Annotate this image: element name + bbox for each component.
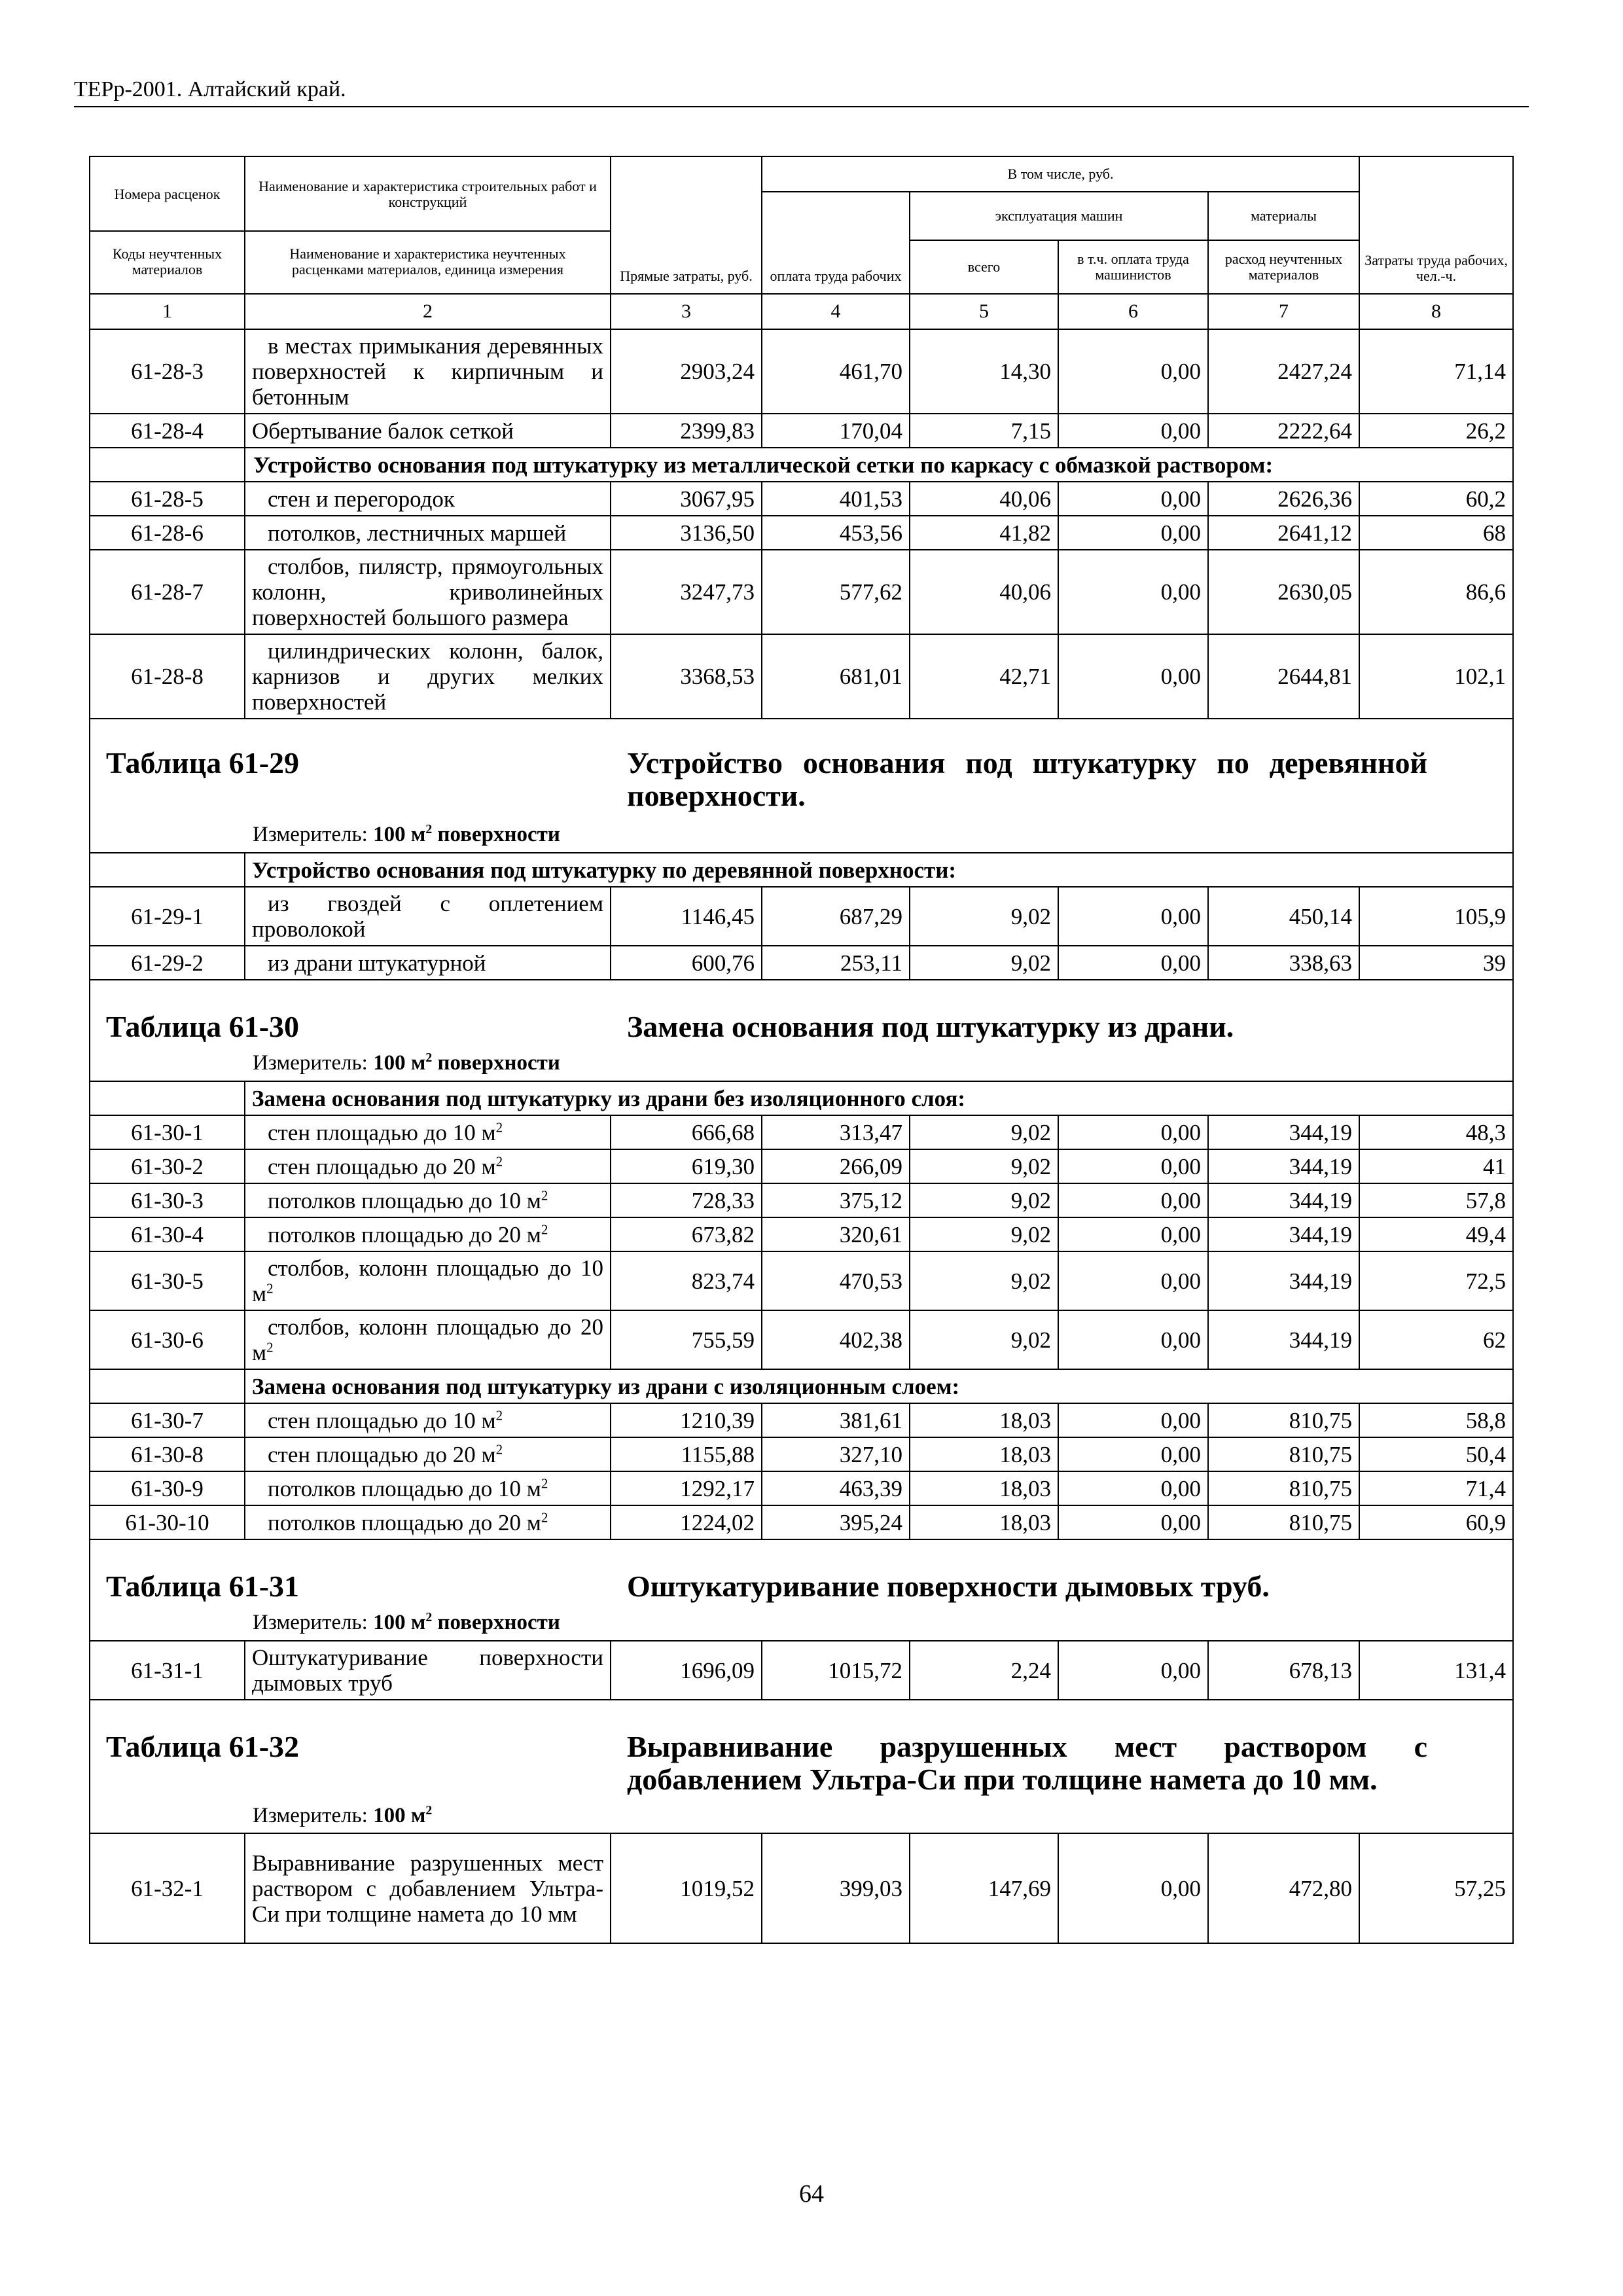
materials-cost: 2427,24 [1208,329,1359,414]
measure-label: Измеритель: [253,823,368,846]
rate-name: потолков площадью до 10 $м^2$ [245,1183,611,1217]
measure-suffix: поверхности [437,1611,560,1634]
machinist-pay: 0,00 [1058,1149,1208,1183]
direct-cost: 1146,45 [611,887,762,946]
head-materials: материалы [1208,192,1359,240]
machinist-pay: 0,00 [1058,1115,1208,1149]
machinist-pay: 0,00 [1058,1310,1208,1369]
rate-code: 61-28-6 [90,516,245,550]
labor-hours: 39 [1359,946,1513,980]
worker-pay: 313,47 [762,1115,910,1149]
head-material-name: Наименование и характеристика неучтенных расценками материалов, единица измерения [289,245,566,278]
direct-cost: 1155,88 [611,1437,762,1471]
labor-hours: 71,14 [1359,329,1513,414]
rates-table [89,156,1514,1944]
head-rate-numbers: Номера расценок [90,158,244,232]
materials-cost: 2644,81 [1208,634,1359,719]
labor-hours: 49,4 [1359,1217,1513,1251]
labor-hours: 105,9 [1359,887,1513,946]
rate-name-text: столбов, колонн площадью до 10 м [252,1255,603,1306]
machines-total: 9,02 [910,1217,1058,1251]
col-num: 7 [1208,294,1359,329]
head-machines-total: всего [910,240,1058,294]
table-row [90,516,1513,550]
machines-total: 18,03 [910,1437,1058,1471]
rate-name-text: стен площадью до 20 м [268,1153,496,1179]
section-subtitle: Замена основания под штукатурку из драни с изоляционным слоем: [245,1369,1513,1403]
labor-hours: 26,2 [1359,414,1513,448]
rate-name: стен площадью до 10 $м^2$ [245,1115,611,1149]
rate-name-text: стен площадью до 20 м [268,1441,496,1467]
head-labor-costs: Затраты труда рабочих, чел.-ч. [1359,156,1513,294]
section-row [90,448,1513,482]
page-header: ТЕРр-2001. Алтайский край. [74,77,346,101]
materials-cost: 344,19 [1208,1310,1359,1369]
machines-total: 14,30 [910,329,1058,414]
rate-code: 61-30-8 [90,1437,245,1471]
direct-cost: 666,68 [611,1115,762,1149]
table-number: Таблица 61-30 [106,1010,300,1043]
rate-code: 61-31-1 [90,1641,245,1700]
worker-pay: 687,29 [762,887,910,946]
worker-pay: 470,53 [762,1251,910,1310]
table-row [90,329,1513,414]
labor-hours: 131,4 [1359,1641,1513,1700]
worker-pay: 395,24 [762,1505,910,1539]
machinist-pay: 0,00 [1058,1505,1208,1539]
machinist-pay: 0,00 [1058,946,1208,980]
table-block-61-32 [90,1700,1513,1833]
table-number: Таблица 61-31 [106,1570,300,1603]
rate-name: потолков площадью до 20 $м^2$ [245,1217,611,1251]
head-material-use: расход неучтенных материалов [1208,240,1359,294]
rate-code: 61-30-10 [90,1505,245,1539]
direct-cost: 2903,24 [611,329,762,414]
machines-total: 9,02 [910,887,1058,946]
rate-code: 61-28-4 [90,414,245,448]
direct-cost: 3067,95 [611,482,762,516]
rate-name: Оштукатуривание поверхности дымовых труб [245,1641,611,1700]
rate-name: из драни штукатурной [245,946,611,980]
rate-name: стен площадью до 10 $м^2$ [245,1403,611,1437]
section-row [90,853,1513,887]
measure-value: 100 м [373,1611,426,1634]
machinist-pay: 0,00 [1058,1251,1208,1310]
direct-cost: 1019,52 [611,1833,762,1943]
rate-name: цилиндрических колонн, балок, карнизов и других мелких поверхностей [245,634,611,719]
table-row [90,1471,1513,1505]
machinist-pay: 0,00 [1058,482,1208,516]
rate-code: 61-30-7 [90,1403,245,1437]
col-num: 6 [1058,294,1208,329]
materials-cost: 810,75 [1208,1403,1359,1437]
materials-cost: 344,19 [1208,1115,1359,1149]
machines-total: 40,06 [910,550,1058,634]
materials-cost: 810,75 [1208,1471,1359,1505]
rate-code: 61-28-8 [90,634,245,719]
table-row [90,550,1513,634]
table-number: Таблица 61-29 [106,746,300,780]
materials-cost: 344,19 [1208,1183,1359,1217]
direct-cost: 1292,17 [611,1471,762,1505]
materials-cost: 678,13 [1208,1641,1359,1700]
direct-cost: 673,82 [611,1217,762,1251]
head-machinist-pay: в т.ч. оплата труда машинистов [1058,240,1208,294]
worker-pay: 253,11 [762,946,910,980]
direct-cost: 728,33 [611,1183,762,1217]
worker-pay: 381,61 [762,1403,910,1437]
materials-cost: 2630,05 [1208,550,1359,634]
column-numbers-row [90,294,1513,329]
labor-hours: 72,5 [1359,1251,1513,1310]
head-machines: эксплуатация машин [910,192,1208,240]
measure-value: 100 м [373,1051,426,1075]
table-block-61-29 [90,719,1513,853]
measure-suffix: поверхности [437,823,560,846]
rate-name: столбов, колонн площадью до 20 $м^2$ [245,1310,611,1369]
worker-pay: 402,38 [762,1310,910,1369]
measure-value: 100 м [373,1804,426,1827]
rate-name: потолков, лестничных маршей [245,516,611,550]
worker-pay: 1015,72 [762,1641,910,1700]
rate-code: 61-30-6 [90,1310,245,1369]
rate-name-text: потолков площадью до 10 м [268,1475,541,1501]
rate-name: стен площадью до 20 $м^2$ [245,1437,611,1471]
measure-label: Измеритель: [253,1804,368,1827]
materials-cost: 344,19 [1208,1251,1359,1310]
labor-hours: 60,2 [1359,482,1513,516]
direct-cost: 3136,50 [611,516,762,550]
col-num: 8 [1359,294,1513,329]
direct-cost: 1696,09 [611,1641,762,1700]
table-measure: Измеритель: 100 $м^2$ [253,1803,433,1827]
worker-pay: 266,09 [762,1149,910,1183]
labor-hours: 60,9 [1359,1505,1513,1539]
table-measure: Измеритель: 100 $м^2$ поверхности [253,1610,560,1634]
table-row [90,1437,1513,1471]
materials-cost: 338,63 [1208,946,1359,980]
rate-name: потолков площадью до 10 $м^2$ [245,1471,611,1505]
table-row [90,1641,1513,1700]
measure-suffix: поверхности [437,1051,560,1075]
machines-total: 9,02 [910,1149,1058,1183]
header-rule [74,106,1529,107]
materials-cost: 2641,12 [1208,516,1359,550]
table-title: Замена основания под штукатурку из драни. [627,1010,1234,1043]
worker-pay: 577,62 [762,550,910,634]
machines-total: 9,02 [910,946,1058,980]
rate-name-text: потолков площадью до 20 м [268,1221,541,1247]
table-row [90,482,1513,516]
materials-cost: 2626,36 [1208,482,1359,516]
table-number: Таблица 61-32 [106,1730,300,1763]
rate-name: Выравнивание разрушенных мест раствором с добавлением Ультра-Си при толщине намета до 10 мм [245,1833,611,1943]
machinist-pay: 0,00 [1058,516,1208,550]
materials-cost: 450,14 [1208,887,1359,946]
col-num: 3 [611,294,762,329]
worker-pay: 320,61 [762,1217,910,1251]
machines-total: 7,15 [910,414,1058,448]
table-block-61-30 [90,980,1513,1081]
materials-cost: 472,80 [1208,1833,1359,1943]
head-work-name: Наименование и характеристика строительных работ и конструкций [245,158,610,232]
labor-hours: 57,8 [1359,1183,1513,1217]
rate-code: 61-28-7 [90,550,245,634]
head-codes [90,156,245,294]
rate-name-text: потолков площадью до 20 м [268,1509,541,1535]
table-row [90,1251,1513,1310]
materials-cost: 2222,64 [1208,414,1359,448]
machines-total: 18,03 [910,1471,1058,1505]
machines-total: 42,71 [910,634,1058,719]
rate-code: 61-30-5 [90,1251,245,1310]
machines-total: 18,03 [910,1403,1058,1437]
measure-label: Измеритель: [253,1051,368,1075]
table-title: Устройство основания под штукатурку по деревянной поверхности. [627,746,1428,812]
direct-cost: 619,30 [611,1149,762,1183]
table-row [90,1403,1513,1437]
machines-total: 40,06 [910,482,1058,516]
rate-code: 61-30-4 [90,1217,245,1251]
machines-total: 41,82 [910,516,1058,550]
rate-code: 61-29-2 [90,946,245,980]
rate-name: в местах примыкания деревянных поверхностей к кирпичным и бетонным [245,329,611,414]
machines-total: 9,02 [910,1251,1058,1310]
table-measure: Измеритель: 100 $м^2$ поверхности [253,1050,560,1075]
table-row [90,1217,1513,1251]
worker-pay: 375,12 [762,1183,910,1217]
rate-name: стен и перегородок [245,482,611,516]
labor-hours: 41 [1359,1149,1513,1183]
direct-cost: 600,76 [611,946,762,980]
labor-hours: 62 [1359,1310,1513,1369]
table-row [90,1310,1513,1369]
labor-hours: 50,4 [1359,1437,1513,1471]
machinist-pay: 0,00 [1058,1833,1208,1943]
head-material-codes: Коды неучтенных материалов [112,245,223,278]
rate-code: 61-32-1 [90,1833,245,1943]
machinist-pay: 0,00 [1058,414,1208,448]
rate-name: столбов, колонн площадью до 10 $м^2$ [245,1251,611,1310]
direct-cost: 823,74 [611,1251,762,1310]
machinist-pay: 0,00 [1058,329,1208,414]
worker-pay: 453,56 [762,516,910,550]
col-num: 4 [762,294,910,329]
worker-pay: 463,39 [762,1471,910,1505]
rate-name: стен площадью до 20 $м^2$ [245,1149,611,1183]
table-title: Выравнивание разрушенных мест раствором с добавлением Ультра-Си при толщине намета до 10 мм. [627,1730,1428,1796]
col-num: 1 [90,294,245,329]
materials-cost: 344,19 [1208,1149,1359,1183]
rate-name: Обертывание балок сеткой [245,414,611,448]
machines-total: 2,24 [910,1641,1058,1700]
page-number: 64 [799,2180,824,2208]
machinist-pay: 0,00 [1058,1471,1208,1505]
measure-value: 100 м [373,823,426,846]
section-subtitle: Замена основания под штукатурку из драни без изоляционного слоя: [245,1081,1513,1115]
section-row [90,1081,1513,1115]
rate-name: из гвоздей с оплетением проволокой [245,887,611,946]
table-row [90,1115,1513,1149]
table-block-61-31 [90,1539,1513,1641]
labor-hours: 57,25 [1359,1833,1513,1943]
worker-pay: 461,70 [762,329,910,414]
rate-code: 61-28-5 [90,482,245,516]
worker-pay: 170,04 [762,414,910,448]
rate-name-text: потолков площадью до 10 м [268,1187,541,1213]
materials-cost: 810,75 [1208,1505,1359,1539]
head-worker-pay: оплата труда рабочих [762,192,910,294]
labor-hours: 86,6 [1359,550,1513,634]
rate-code: 61-28-3 [90,329,245,414]
measure-label: Измеритель: [253,1611,368,1634]
direct-cost: 3368,53 [611,634,762,719]
table-row [90,634,1513,719]
direct-cost: 2399,83 [611,414,762,448]
table-row [90,1505,1513,1539]
head-names [245,156,611,294]
table-row [90,1183,1513,1217]
rate-name-text: стен площадью до 10 м [268,1407,496,1433]
col-num: 5 [910,294,1058,329]
col-num: 2 [245,294,611,329]
section-subtitle: Устройство основания под штукатурку по деревянной поверхности: [245,853,1513,887]
labor-hours: 102,1 [1359,634,1513,719]
worker-pay: 399,03 [762,1833,910,1943]
head-group: В том числе, руб. [762,156,1359,192]
rate-code: 61-29-1 [90,887,245,946]
labor-hours: 68 [1359,516,1513,550]
rate-name: столбов, пилястр, прямоугольных колонн, криволинейных поверхностей большого размера [245,550,611,634]
rate-code: 61-30-2 [90,1149,245,1183]
rate-code: 61-30-1 [90,1115,245,1149]
machines-total: 9,02 [910,1183,1058,1217]
table-measure: Измеритель: 100 $м^2$ поверхности [253,822,560,846]
table-row [90,414,1513,448]
machinist-pay: 0,00 [1058,1403,1208,1437]
labor-hours: 71,4 [1359,1471,1513,1505]
worker-pay: 401,53 [762,482,910,516]
rate-name-text: стен площадью до 10 м [268,1119,496,1145]
materials-cost: 810,75 [1208,1437,1359,1471]
machinist-pay: 0,00 [1058,1437,1208,1471]
machinist-pay: 0,00 [1058,1183,1208,1217]
machinist-pay: 0,00 [1058,1217,1208,1251]
machinist-pay: 0,00 [1058,887,1208,946]
machines-total: 9,02 [910,1115,1058,1149]
section-row [90,1369,1513,1403]
direct-cost: 1224,02 [611,1505,762,1539]
table-title: Оштукатуривание поверхности дымовых труб. [627,1570,1270,1603]
machinist-pay: 0,00 [1058,1641,1208,1700]
direct-cost: 1210,39 [611,1403,762,1437]
machinist-pay: 0,00 [1058,634,1208,719]
rate-name-text: столбов, колонн площадью до 20 м [252,1314,603,1365]
head-direct-costs: Прямые затраты, руб. [611,156,762,294]
machines-total: 9,02 [910,1310,1058,1369]
rate-name: потолков площадью до 20 $м^2$ [245,1505,611,1539]
table-row [90,946,1513,980]
worker-pay: 327,10 [762,1437,910,1471]
rate-code: 61-30-9 [90,1471,245,1505]
rate-code: 61-30-3 [90,1183,245,1217]
table-row [90,1149,1513,1183]
labor-hours: 48,3 [1359,1115,1513,1149]
machines-total: 147,69 [910,1833,1058,1943]
direct-cost: 755,59 [611,1310,762,1369]
machinist-pay: 0,00 [1058,550,1208,634]
labor-hours: 58,8 [1359,1403,1513,1437]
table-row [90,887,1513,946]
direct-cost: 3247,73 [611,550,762,634]
machines-total: 18,03 [910,1505,1058,1539]
section-subtitle: Устройство основания под штукатурку из металлической сетки по каркасу с обмазкой раствором: [245,448,1513,482]
worker-pay: 681,01 [762,634,910,719]
table-row [90,1833,1513,1943]
materials-cost: 344,19 [1208,1217,1359,1251]
